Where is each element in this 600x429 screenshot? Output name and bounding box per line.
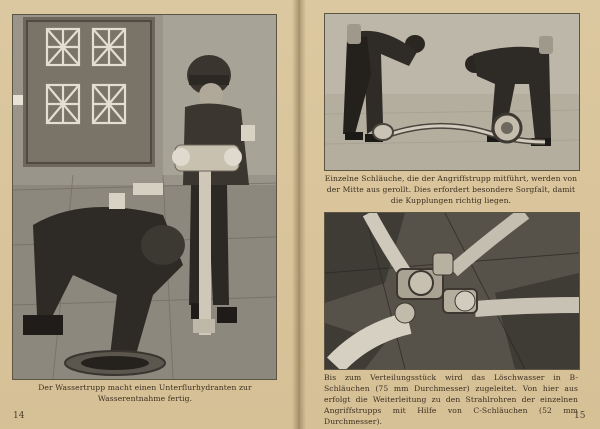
photo-distribution-piece (324, 212, 580, 370)
photo-rolling-hoses-image (325, 14, 579, 170)
right-caption-top: Einzelne Schläuche, die der Angriffstrupp mitführt, werden von der Mitte aus gerollt. Dies erfordert besondere Sorgfalt, damit die Kupplungen richtig liegen. (324, 174, 578, 205)
book-gutter (292, 0, 306, 429)
photo-hydrant-team-image (13, 15, 276, 379)
photo-rolling-hoses (324, 13, 580, 171)
photo-hydrant-team (12, 14, 277, 380)
right-caption-bottom: Bis zum Verteilungsstück wird das Löschwasser in B-Schläuchen (75 mm Durchmesser) zugeleitet. Von hier aus erfolgt die Weiterleitung zu den Strahlrohren der einzelnen Angriffstrupps mit Hilfe von C-Schläuchen (52 mm Durchmesser). (324, 373, 578, 426)
left-page-number: 14 (13, 411, 25, 421)
left-page (0, 0, 298, 429)
right-page (298, 0, 600, 429)
right-page-number: 15 (574, 411, 586, 421)
left-caption: Der Wassertrupp macht einen Unterflurhydranten zur Wasserentnahme fertig. (38, 383, 252, 403)
photo-distribution-piece-image (325, 213, 579, 369)
